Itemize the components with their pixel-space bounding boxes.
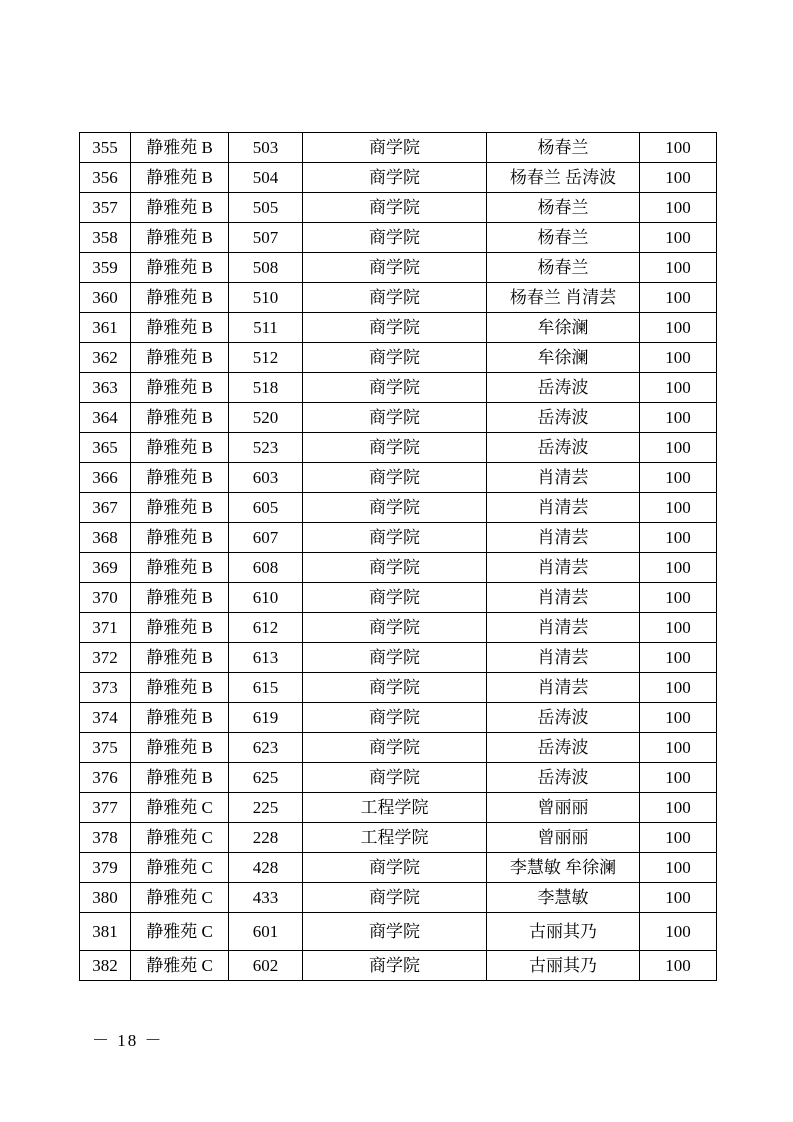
cell-building: 静雅苑 B: [131, 523, 229, 553]
cell-number: 367: [80, 493, 131, 523]
cell-building: 静雅苑 B: [131, 763, 229, 793]
cell-number: 369: [80, 553, 131, 583]
cell-college: 商学院: [303, 313, 487, 343]
cell-room: 518: [229, 373, 303, 403]
cell-score: 100: [640, 223, 717, 253]
cell-college: 商学院: [303, 463, 487, 493]
cell-number: 379: [80, 853, 131, 883]
cell-counselor: 牟徐澜: [487, 313, 640, 343]
cell-counselor: 古丽其乃: [487, 951, 640, 981]
cell-college: 工程学院: [303, 793, 487, 823]
cell-building: 静雅苑 B: [131, 283, 229, 313]
cell-building: 静雅苑 B: [131, 433, 229, 463]
cell-score: 100: [640, 133, 717, 163]
cell-building: 静雅苑 B: [131, 643, 229, 673]
cell-score: 100: [640, 313, 717, 343]
cell-building: 静雅苑 B: [131, 673, 229, 703]
cell-room: 603: [229, 463, 303, 493]
cell-score: 100: [640, 613, 717, 643]
cell-counselor: 曾丽丽: [487, 823, 640, 853]
cell-room: 615: [229, 673, 303, 703]
cell-building: 静雅苑 B: [131, 253, 229, 283]
cell-number: 378: [80, 823, 131, 853]
cell-building: 静雅苑 B: [131, 463, 229, 493]
cell-building: 静雅苑 B: [131, 553, 229, 583]
cell-room: 608: [229, 553, 303, 583]
cell-building: 静雅苑 B: [131, 613, 229, 643]
cell-number: 377: [80, 793, 131, 823]
table-row: [80, 703, 717, 733]
cell-counselor: 杨春兰: [487, 253, 640, 283]
cell-counselor: 李慧敏: [487, 883, 640, 913]
cell-college: 商学院: [303, 283, 487, 313]
table-row: [80, 793, 717, 823]
cell-college: 商学院: [303, 253, 487, 283]
cell-score: 100: [640, 733, 717, 763]
cell-building: 静雅苑 B: [131, 193, 229, 223]
cell-college: 商学院: [303, 553, 487, 583]
cell-score: 100: [640, 163, 717, 193]
table-row: [80, 163, 717, 193]
cell-college: 商学院: [303, 613, 487, 643]
cell-room: 602: [229, 951, 303, 981]
cell-college: 商学院: [303, 733, 487, 763]
cell-number: 374: [80, 703, 131, 733]
cell-college: 商学院: [303, 403, 487, 433]
cell-number: 365: [80, 433, 131, 463]
cell-counselor: 岳涛波: [487, 703, 640, 733]
cell-counselor: 肖清芸: [487, 583, 640, 613]
cell-score: 100: [640, 703, 717, 733]
cell-counselor: 牟徐澜: [487, 343, 640, 373]
cell-building: 静雅苑 B: [131, 133, 229, 163]
cell-number: 358: [80, 223, 131, 253]
cell-building: 静雅苑 C: [131, 951, 229, 981]
cell-college: 商学院: [303, 373, 487, 403]
cell-number: 375: [80, 733, 131, 763]
cell-room: 228: [229, 823, 303, 853]
cell-score: 100: [640, 433, 717, 463]
cell-counselor: 肖清芸: [487, 523, 640, 553]
cell-room: 504: [229, 163, 303, 193]
cell-score: 100: [640, 283, 717, 313]
cell-score: 100: [640, 583, 717, 613]
cell-score: 100: [640, 553, 717, 583]
cell-score: 100: [640, 193, 717, 223]
cell-score: 100: [640, 253, 717, 283]
page-number: － 18 －: [92, 1031, 164, 1050]
cell-counselor: 杨春兰 岳涛波: [487, 163, 640, 193]
cell-building: 静雅苑 B: [131, 163, 229, 193]
cell-counselor: 杨春兰: [487, 193, 640, 223]
cell-number: 381: [80, 913, 131, 951]
cell-number: 357: [80, 193, 131, 223]
cell-building: 静雅苑 C: [131, 853, 229, 883]
cell-room: 601: [229, 913, 303, 951]
cell-number: 370: [80, 583, 131, 613]
cell-number: 372: [80, 643, 131, 673]
cell-college: 商学院: [303, 493, 487, 523]
cell-number: 360: [80, 283, 131, 313]
cell-counselor: 肖清芸: [487, 553, 640, 583]
cell-counselor: 肖清芸: [487, 493, 640, 523]
cell-counselor: 岳涛波: [487, 373, 640, 403]
cell-building: 静雅苑 B: [131, 583, 229, 613]
cell-building: 静雅苑 B: [131, 313, 229, 343]
cell-room: 607: [229, 523, 303, 553]
cell-number: 376: [80, 763, 131, 793]
table-row: [80, 493, 717, 523]
cell-counselor: 岳涛波: [487, 733, 640, 763]
cell-room: 613: [229, 643, 303, 673]
table-body: [80, 133, 717, 981]
cell-score: 100: [640, 823, 717, 853]
cell-counselor: 曾丽丽: [487, 793, 640, 823]
table-row: [80, 883, 717, 913]
cell-room: 503: [229, 133, 303, 163]
cell-room: 605: [229, 493, 303, 523]
cell-college: 商学院: [303, 193, 487, 223]
cell-building: 静雅苑 C: [131, 793, 229, 823]
cell-room: 619: [229, 703, 303, 733]
cell-number: 363: [80, 373, 131, 403]
table-row: [80, 193, 717, 223]
cell-college: 商学院: [303, 763, 487, 793]
table-row: [80, 673, 717, 703]
cell-counselor: 肖清芸: [487, 613, 640, 643]
table-row: [80, 373, 717, 403]
table-row: [80, 463, 717, 493]
cell-room: 612: [229, 613, 303, 643]
cell-room: 510: [229, 283, 303, 313]
cell-score: 100: [640, 643, 717, 673]
cell-counselor: 岳涛波: [487, 403, 640, 433]
cell-counselor: 杨春兰: [487, 223, 640, 253]
table-row: [80, 951, 717, 981]
cell-college: 商学院: [303, 951, 487, 981]
cell-score: 100: [640, 673, 717, 703]
cell-number: 362: [80, 343, 131, 373]
cell-number: 382: [80, 951, 131, 981]
cell-college: 商学院: [303, 673, 487, 703]
table-row: [80, 553, 717, 583]
cell-score: 100: [640, 493, 717, 523]
cell-room: 625: [229, 763, 303, 793]
cell-building: 静雅苑 B: [131, 703, 229, 733]
cell-room: 428: [229, 853, 303, 883]
cell-number: 359: [80, 253, 131, 283]
cell-counselor: 岳涛波: [487, 433, 640, 463]
cell-room: 508: [229, 253, 303, 283]
cell-room: 505: [229, 193, 303, 223]
cell-room: 433: [229, 883, 303, 913]
cell-number: 361: [80, 313, 131, 343]
table-row: [80, 223, 717, 253]
cell-college: 商学院: [303, 703, 487, 733]
table-row: [80, 913, 717, 951]
cell-counselor: 岳涛波: [487, 763, 640, 793]
cell-number: 368: [80, 523, 131, 553]
cell-room: 623: [229, 733, 303, 763]
cell-score: 100: [640, 913, 717, 951]
cell-score: 100: [640, 343, 717, 373]
cell-counselor: 杨春兰: [487, 133, 640, 163]
cell-counselor: 肖清芸: [487, 643, 640, 673]
cell-college: 商学院: [303, 133, 487, 163]
cell-counselor: 古丽其乃: [487, 913, 640, 951]
cell-room: 610: [229, 583, 303, 613]
cell-college: 商学院: [303, 853, 487, 883]
cell-score: 100: [640, 763, 717, 793]
table-row: [80, 733, 717, 763]
table-row: [80, 313, 717, 343]
cell-number: 356: [80, 163, 131, 193]
cell-college: 商学院: [303, 883, 487, 913]
table-row: [80, 523, 717, 553]
cell-score: 100: [640, 523, 717, 553]
cell-building: 静雅苑 B: [131, 403, 229, 433]
cell-room: 520: [229, 403, 303, 433]
cell-counselor: 杨春兰 肖清芸: [487, 283, 640, 313]
cell-college: 商学院: [303, 343, 487, 373]
cell-college: 工程学院: [303, 823, 487, 853]
cell-college: 商学院: [303, 583, 487, 613]
cell-building: 静雅苑 C: [131, 823, 229, 853]
cell-college: 商学院: [303, 223, 487, 253]
cell-score: 100: [640, 373, 717, 403]
cell-building: 静雅苑 C: [131, 913, 229, 951]
cell-building: 静雅苑 C: [131, 883, 229, 913]
cell-number: 371: [80, 613, 131, 643]
table-row: [80, 283, 717, 313]
cell-score: 100: [640, 853, 717, 883]
cell-building: 静雅苑 B: [131, 223, 229, 253]
cell-number: 364: [80, 403, 131, 433]
table-row: [80, 763, 717, 793]
cell-room: 523: [229, 433, 303, 463]
cell-number: 366: [80, 463, 131, 493]
cell-score: 100: [640, 951, 717, 981]
cell-room: 225: [229, 793, 303, 823]
cell-building: 静雅苑 B: [131, 493, 229, 523]
cell-number: 373: [80, 673, 131, 703]
cell-score: 100: [640, 883, 717, 913]
cell-room: 511: [229, 313, 303, 343]
cell-counselor: 肖清芸: [487, 463, 640, 493]
table-row: [80, 433, 717, 463]
table-row: [80, 133, 717, 163]
cell-college: 商学院: [303, 163, 487, 193]
cell-building: 静雅苑 B: [131, 373, 229, 403]
cell-score: 100: [640, 463, 717, 493]
table-row: [80, 613, 717, 643]
table-row: [80, 823, 717, 853]
table-row: [80, 643, 717, 673]
cell-college: 商学院: [303, 913, 487, 951]
cell-score: 100: [640, 793, 717, 823]
table-row: [80, 403, 717, 433]
cell-college: 商学院: [303, 433, 487, 463]
cell-college: 商学院: [303, 523, 487, 553]
cell-room: 512: [229, 343, 303, 373]
cell-college: 商学院: [303, 643, 487, 673]
table-row: [80, 853, 717, 883]
cell-counselor: 李慧敏 牟徐澜: [487, 853, 640, 883]
table-row: [80, 343, 717, 373]
cell-counselor: 肖清芸: [487, 673, 640, 703]
cell-building: 静雅苑 B: [131, 343, 229, 373]
cell-score: 100: [640, 403, 717, 433]
dormitory-score-table: [79, 132, 717, 981]
table-row: [80, 253, 717, 283]
table-row: [80, 583, 717, 613]
cell-number: 380: [80, 883, 131, 913]
cell-room: 507: [229, 223, 303, 253]
cell-building: 静雅苑 B: [131, 733, 229, 763]
cell-number: 355: [80, 133, 131, 163]
